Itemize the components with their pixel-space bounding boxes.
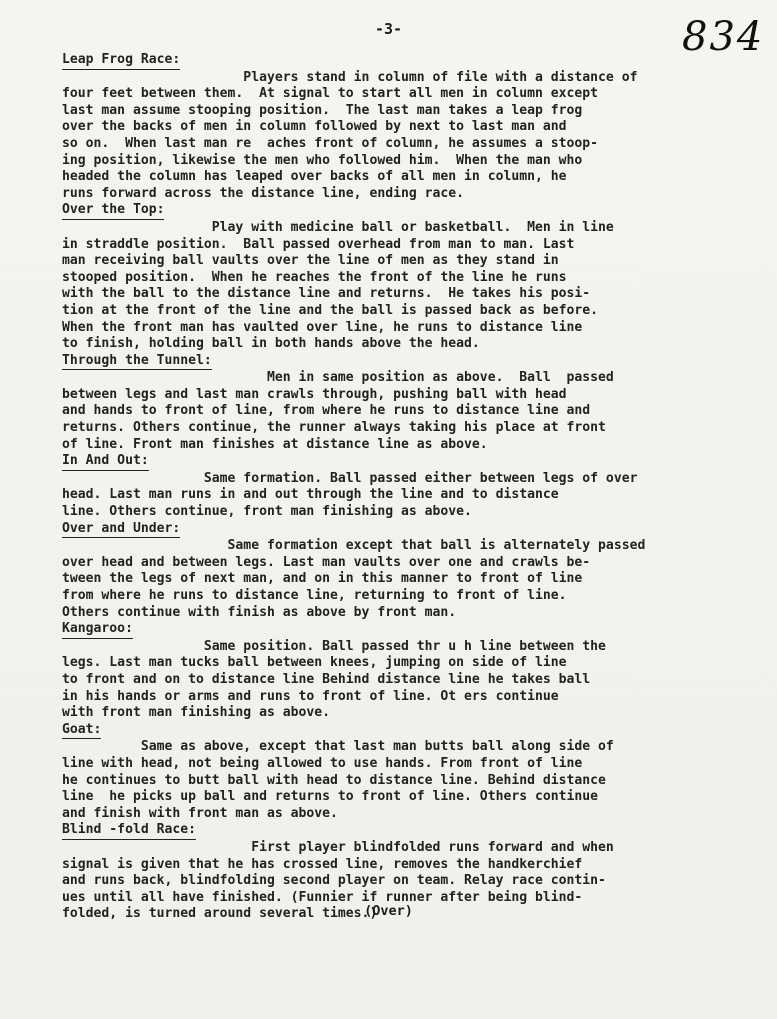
section-line: between legs and last man crawls through, pushing ball with head [62, 386, 567, 402]
section-line: and hands to front of line, from where he runs to distance line and [62, 403, 591, 419]
section-line: with the ball to the distance line and returns. He takes his posi- [62, 286, 591, 302]
section-line: to finish, holding ball in both hands above the head. [62, 336, 480, 352]
section-line: in his hands or arms and runs to front of line. Ot ers continue [62, 688, 559, 704]
section-line: tion at the front of the line and the ball is passed back as before. [62, 302, 599, 318]
section-3 [62, 453, 727, 520]
section-line: returns. Others continue, the runner always taking his place at front [62, 420, 606, 436]
section-line: over head and between legs. Last man vaults over one and crawls be- [62, 554, 591, 570]
section-line: of line. Front man finishes at distance line as above. [62, 436, 488, 452]
section-5 [62, 621, 727, 722]
section-line: legs. Last man tucks ball between knees, jumping on side of line [62, 655, 567, 671]
footer-over: (Over) [364, 903, 413, 919]
section-line: he continues to butt ball with head to distance line. Behind distance [62, 772, 606, 788]
section-heading: Over the Top: [62, 202, 164, 220]
section-heading: Goat: [62, 722, 101, 740]
section-line: in straddle position. Ball passed overhead from man to man. Last [62, 236, 575, 252]
section-line: and runs back, blindfolding second player on team. Relay race contin- [62, 873, 606, 889]
section-line: over the backs of men in column followed by next to last man and [62, 119, 567, 135]
section-first-line: Men in same position as above. Ball passed [62, 370, 614, 386]
section-line: from where he runs to distance line, returning to front of line. [62, 588, 567, 603]
section-first-line: Same formation. Ball passed either between legs of over [62, 470, 638, 486]
section-1 [62, 202, 727, 352]
section-line: and finish with front man as above. [62, 805, 338, 821]
section-heading: Over and Under: [62, 521, 180, 539]
handwritten-page-number: 834 [682, 14, 765, 60]
section-line: man receiving ball vaults over the line of men as they stand in [62, 253, 559, 269]
document-body [62, 52, 727, 923]
section-line: runs forward across the distance line, ending race. [62, 185, 465, 201]
section-first-line: Same as above, except that last man butts ball along side of [62, 739, 614, 755]
section-first-line: Same position. Ball passed thr u h line between the [62, 638, 606, 654]
section-0 [62, 52, 727, 202]
section-first-line: First player blindfolded runs forward and when [62, 839, 614, 855]
section-heading: Through the Tunnel: [62, 353, 212, 371]
section-line: last man assume stooping position. The last man takes a leap frog [62, 102, 583, 118]
page-number: -3- [374, 20, 403, 38]
section-line: Others continue with finish as above by front man. [62, 604, 457, 620]
section-line: line with head, not being allowed to use hands. From front of line [62, 755, 583, 771]
section-first-line: Play with medicine ball or basketball. Men in line [62, 219, 614, 235]
section-line: When the front man has vaulted over line, he runs to distance line [62, 319, 583, 335]
section-4 [62, 521, 727, 622]
section-line: with front man finishing as above. [62, 705, 331, 721]
section-line: four feet between them. At signal to start all men in column except [62, 86, 599, 102]
section-line: headed the column has leaped over backs of all men in column, he [62, 169, 567, 185]
section-first-line: Players stand in column of file with a distance of [62, 69, 638, 85]
section-heading: Blind -fold Race: [62, 822, 196, 840]
section-line: signal is given that he has crossed line, removes the handkerchief [62, 856, 583, 872]
section-heading: In And Out: [62, 453, 149, 471]
section-line: ues until all have finished. (Funnier if runner after being blind- [62, 889, 583, 905]
section-line: tween the legs of next man, and on in this manner to front of line [62, 571, 583, 587]
section-line: stooped position. When he reaches the front of the line he runs [62, 269, 567, 285]
section-line: head. Last man runs in and out through the line and to distance [62, 487, 559, 503]
section-line: line. Others continue, front man finishing as above. [62, 504, 472, 520]
section-line: ing position, likewise the men who followed him. When the man who [62, 152, 583, 168]
section-line: folded, is turned around several times.) [62, 906, 378, 922]
section-line: to front and on to distance line Behind distance line he takes ball [62, 671, 591, 687]
section-first-line: Same formation except that ball is alternately passed [62, 538, 646, 554]
section-6 [62, 722, 727, 823]
section-heading: Leap Frog Race: [62, 52, 180, 70]
section-2 [62, 353, 727, 454]
section-heading: Kangaroo: [62, 621, 133, 639]
section-line: line he picks up ball and returns to front of line. Others continue [62, 789, 599, 805]
section-line: so on. When last man re aches front of column, he assumes a stoop- [62, 135, 599, 151]
